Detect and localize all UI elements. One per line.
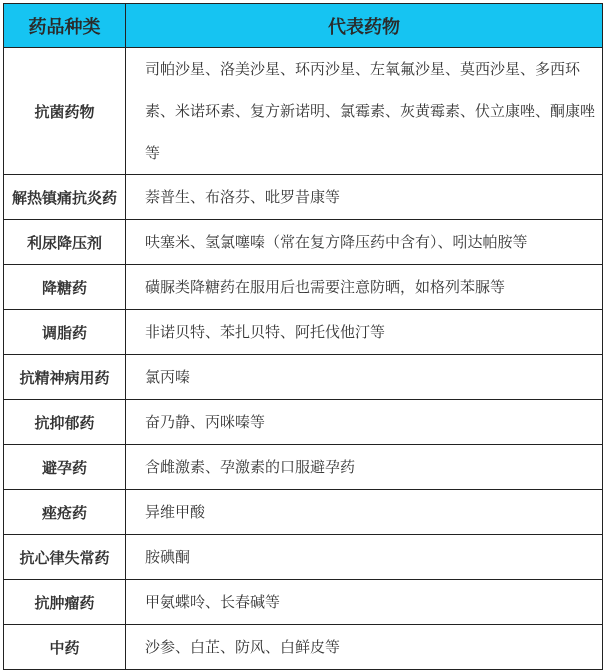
drugs-cell: 呋塞米、氢氯噻嗪（常在复方降压药中含有）、吲达帕胺等 [126, 220, 603, 265]
category-cell: 降糖药 [4, 265, 126, 310]
drugs-cell: 奋乃静、丙咪嗪等 [126, 400, 603, 445]
table-row [4, 580, 603, 625]
category-cell: 抗精神病用药 [4, 355, 126, 400]
drugs-cell: 含雌激素、孕激素的口服避孕药 [126, 445, 603, 490]
drugs-cell: 非诺贝特、苯扎贝特、阿托伐他汀等 [126, 310, 603, 355]
table-row [4, 355, 603, 400]
drug-table [3, 3, 603, 670]
drugs-cell: 甲氨蝶呤、长春碱等 [126, 580, 603, 625]
header-drugs: 代表药物 [126, 4, 603, 48]
drugs-cell: 异维甲酸 [126, 490, 603, 535]
drugs-cell: 沙参、白芷、防风、白鲜皮等 [126, 625, 603, 670]
drugs-cell: 胺碘酮 [126, 535, 603, 580]
category-cell: 痤疮药 [4, 490, 126, 535]
table-row [4, 400, 603, 445]
category-cell: 抗肿瘤药 [4, 580, 126, 625]
category-cell: 抗心律失常药 [4, 535, 126, 580]
category-cell: 抗抑郁药 [4, 400, 126, 445]
category-cell: 中药 [4, 625, 126, 670]
table-row [4, 48, 603, 175]
table-row [4, 220, 603, 265]
table-row [4, 490, 603, 535]
table-row [4, 265, 603, 310]
table-row [4, 445, 603, 490]
header-category: 药品种类 [4, 4, 126, 48]
drugs-cell: 司帕沙星、洛美沙星、环丙沙星、左氧氟沙星、莫西沙星、多西环素、米诺环素、复方新诺明、氯霉素、灰黄霉素、伏立康唑、酮康唑等 [126, 48, 603, 175]
table-header-row [4, 4, 603, 48]
table-row [4, 625, 603, 670]
table-row [4, 535, 603, 580]
table-row [4, 310, 603, 355]
table-row [4, 175, 603, 220]
category-cell: 抗菌药物 [4, 48, 126, 175]
category-cell: 解热镇痛抗炎药 [4, 175, 126, 220]
category-cell: 调脂药 [4, 310, 126, 355]
category-cell: 利尿降压剂 [4, 220, 126, 265]
drugs-cell: 氯丙嗪 [126, 355, 603, 400]
drugs-cell: 萘普生、布洛芬、吡罗昔康等 [126, 175, 603, 220]
category-cell: 避孕药 [4, 445, 126, 490]
drugs-cell: 磺脲类降糖药在服用后也需要注意防晒，如格列苯脲等 [126, 265, 603, 310]
